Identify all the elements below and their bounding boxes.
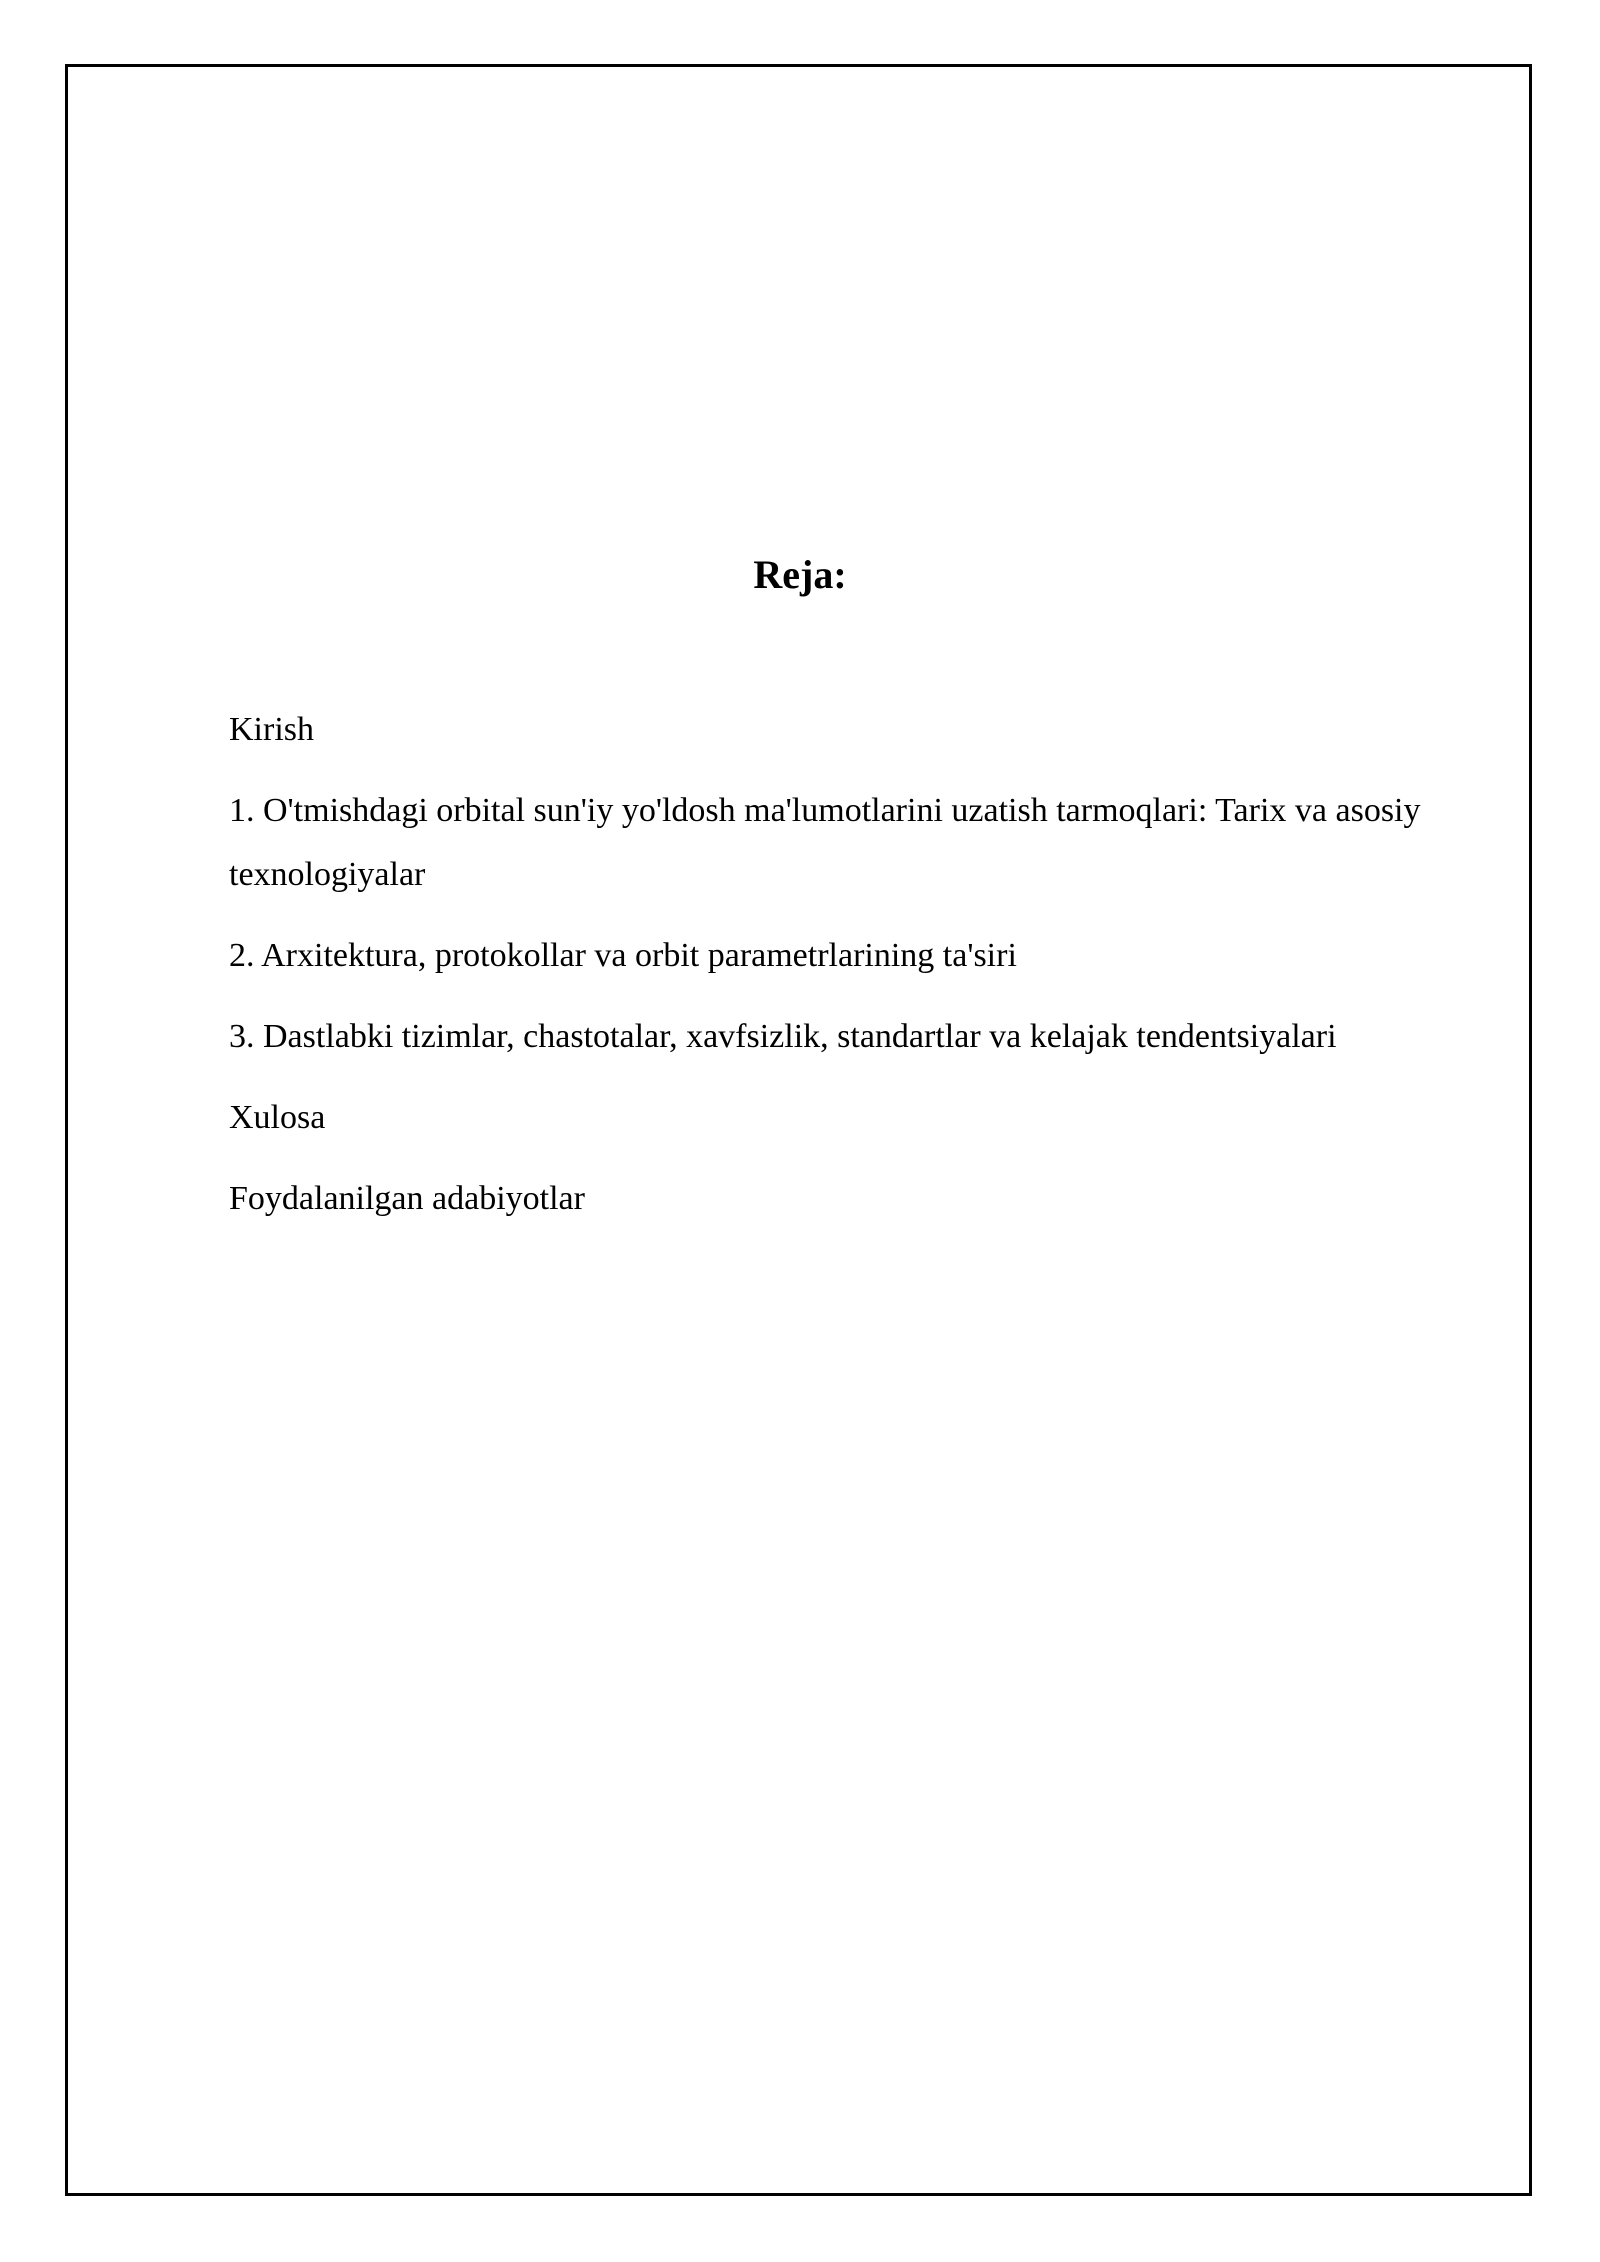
toc-item-references: Foydalanilgan adabiyotlar (229, 1180, 585, 1217)
toc-item-introduction: Kirish (229, 711, 314, 748)
table-of-contents (229, 698, 1479, 1248)
toc-item-chapter-2: 2. Arxitektura, protokollar va orbit parametrlarining ta'siri (229, 937, 1017, 974)
page-title: Reja: (753, 552, 847, 597)
toc-item-chapter-1: 1. O'tmishdagi orbital sun'iy yo'ldosh ma'lumotlarini uzatish tarmoqlari: Tarix va asosiy texnologiyalar (229, 792, 1421, 893)
toc-item-conclusion: Xulosa (229, 1099, 326, 1136)
toc-item-chapter-3: 3. Dastlabki tizimlar, chastotalar, xavfsizlik, standartlar va kelajak tendentsiyalari (229, 1018, 1337, 1055)
